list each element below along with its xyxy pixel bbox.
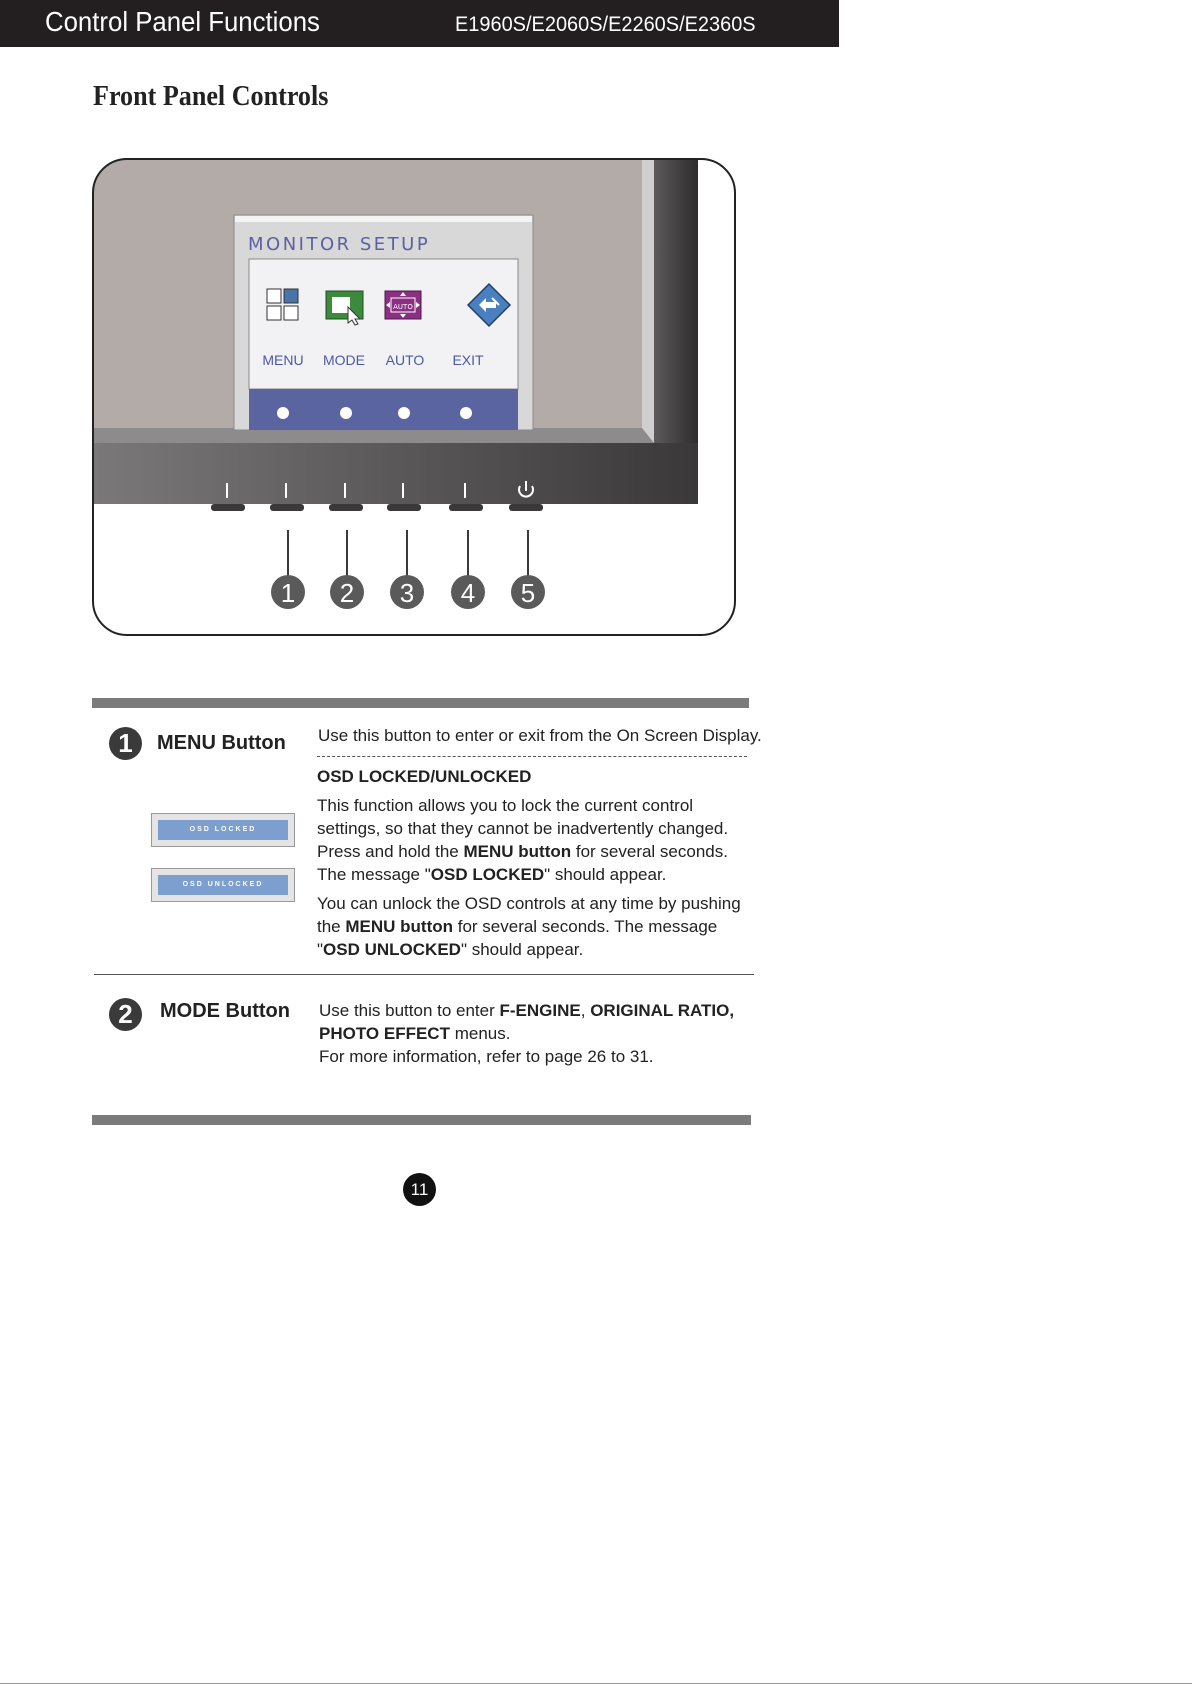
hw-button-menu[interactable] (270, 504, 304, 511)
osd-unlocked-label: OSD UNLOCKED (158, 875, 288, 895)
hw-button-auto[interactable] (387, 504, 421, 511)
mode-section-number: 2 (109, 998, 142, 1031)
menu-button-heading: MENU Button (157, 732, 286, 754)
osd-unlocked-image (151, 868, 295, 902)
section-bottom-bar (92, 1115, 751, 1125)
menu-section-number: 1 (109, 727, 142, 760)
page-bottom-rule (0, 1683, 1192, 1684)
auto-icon (385, 291, 421, 319)
callout-1: 1 (280, 578, 296, 608)
hw-button-power[interactable] (509, 504, 543, 511)
callout-3: 3 (399, 578, 415, 608)
osd-label-mode: MODE (323, 352, 365, 368)
callout-2: 2 (339, 578, 355, 608)
bottom-bezel (92, 443, 698, 504)
section-title: Control Panel Functions (45, 6, 320, 37)
section-top-bar (92, 698, 749, 708)
osd-title: MONITOR SETUP (248, 234, 431, 255)
dashed-divider (317, 756, 747, 757)
mode-description: Use this button to enter F-ENGINE, ORIGINAL RATIO, PHOTO EFFECT menus. For more information, refer to page 26 to 31. (319, 1001, 735, 1066)
section-divider (94, 974, 754, 975)
svg-text:AUTO: AUTO (393, 303, 413, 311)
header-bar (0, 0, 839, 47)
callout-5: 5 (520, 578, 536, 608)
osd-lock-subheading: OSD LOCKED/UNLOCKED (317, 767, 532, 786)
osd-label-exit: EXIT (452, 352, 484, 368)
front-panel-illustration (92, 158, 738, 638)
hw-button-mode[interactable] (329, 504, 363, 511)
mode-button-heading: MODE Button (160, 1000, 290, 1022)
page-title: Front Panel Controls (93, 80, 329, 112)
osd-button-strip (249, 389, 518, 430)
osd-locked-image (151, 813, 295, 847)
osd-label-menu: MENU (262, 352, 304, 368)
hw-button[interactable] (211, 504, 245, 511)
unlock-paragraph: You can unlock the OSD controls at any time by pushing the MENU button for several seconds. The message "OSD UNLOCKED" should appear. (317, 894, 741, 959)
model-numbers: E1960S/E2060S/E2260S/E2360S (455, 13, 756, 36)
menu-intro: Use this button to enter or exit from the On Screen Display. (318, 726, 762, 745)
hw-button-select[interactable] (449, 504, 483, 511)
page-number: 11 (403, 1173, 436, 1206)
callout-4: 4 (460, 578, 476, 608)
osd-locked-label: OSD LOCKED (158, 820, 288, 840)
osd-label-auto: AUTO (385, 352, 425, 368)
lock-paragraph: This function allows you to lock the current control settings, so that they cannot be inadvertently changed. Press and hold the MENU button for several seconds. The message "OSD LOCKED" should appear. (317, 796, 729, 884)
